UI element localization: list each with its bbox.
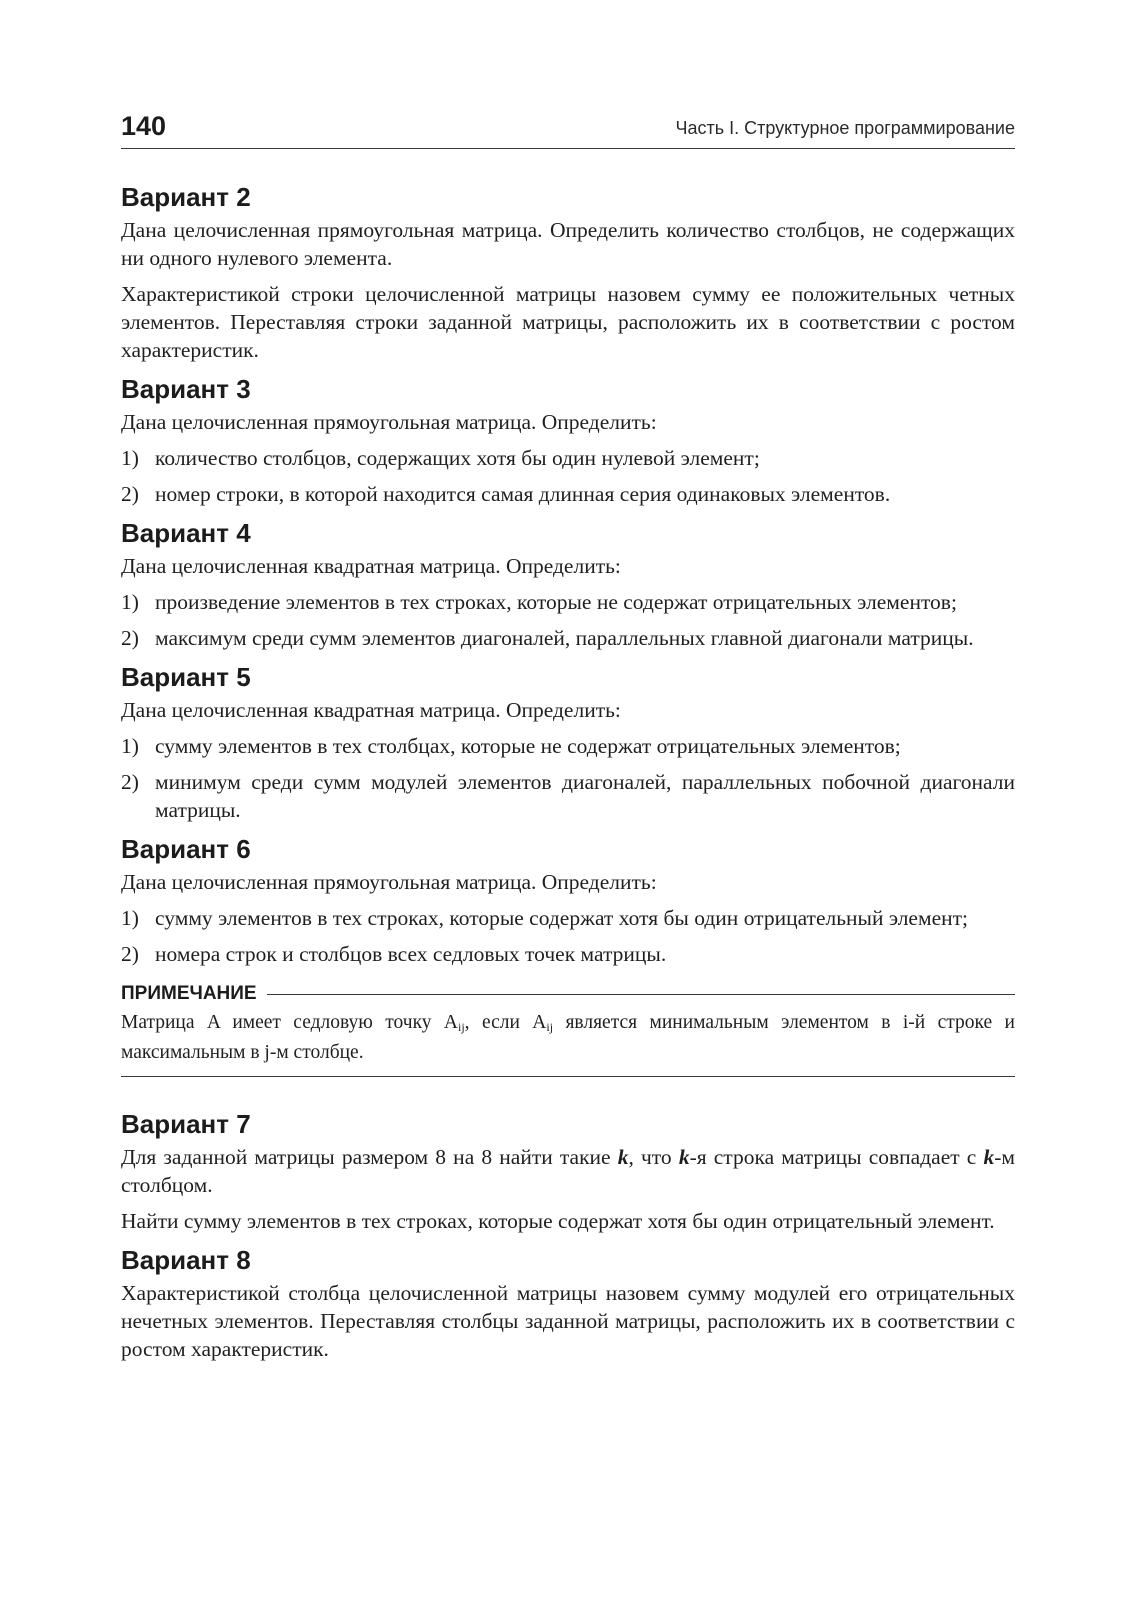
variant-7-paragraph-1 (121, 1143, 1015, 1199)
variant-2-section (121, 180, 1015, 364)
variant-6-intro: Дана целочисленная прямоугольная матрица. Определить: (121, 870, 657, 894)
list-item-text: номер строки, в которой находится самая длинная серия одинаковых элементов. (155, 482, 891, 506)
variant-6-title: Вариант 6 (121, 834, 251, 864)
variant-4-section (121, 516, 1015, 652)
variant-4-intro: Дана целочисленная квадратная матрица. Определить: (121, 554, 621, 578)
variant-8-title: Вариант 8 (121, 1245, 251, 1275)
page-number: 140 (121, 111, 167, 141)
variant-7-paragraph-2: Найти сумму элементов в тех строках, которые содержат хотя бы один отрицательный элемент. (121, 1209, 995, 1233)
variant-3-intro: Дана целочисленная прямоугольная матрица. Определить: (121, 410, 657, 434)
variant-7-text-b: , что (628, 1145, 679, 1169)
variable-k: k (678, 1145, 690, 1169)
variant-7-text-c: -я строка матрицы совпадает с (689, 1145, 984, 1169)
list-item (121, 588, 1015, 616)
variable-k: k (617, 1145, 629, 1169)
note-label: ПРИМЕЧАНИЕ (121, 983, 257, 1004)
list-item-number: 1) (121, 734, 139, 758)
note-subscript-1: ij (458, 1020, 465, 1034)
list-item (121, 904, 1015, 932)
note-subscript-2: ij (546, 1020, 554, 1034)
variant-7-title: Вариант 7 (121, 1109, 251, 1139)
list-item-text: произведение элементов в тех строках, которые не содержат отрицательных элементов; (155, 590, 957, 614)
list-item (121, 940, 1015, 968)
list-item-number: 1) (121, 446, 139, 470)
list-item (121, 444, 1015, 472)
note-rule-divider (267, 994, 1015, 995)
list-item-number: 2) (121, 626, 139, 650)
variant-8-paragraph-1: Характеристикой столбца целочисленной матрицы назовем сумму модулей его отрицательных нечетных элементов. Переставляя столбцы заданной матрицы, расположить их в соответствии с ростом характеристик. (121, 1281, 1015, 1361)
list-item-text: количество столбцов, содержащих хотя бы один нулевой элемент; (155, 446, 760, 470)
list-item-number: 2) (121, 770, 139, 794)
variant-2-paragraph-1: Дана целочисленная прямоугольная матрица. Определить количество столбцов, не содержащих ни одного нулевого элемента. (121, 218, 1015, 270)
variant-5-section (121, 660, 1015, 824)
list-item-text: сумму элементов в тех столбцах, которые не содержат отрицательных элементов; (155, 734, 901, 758)
variant-3-title: Вариант 3 (121, 374, 251, 404)
note-text-part-2: , если A (464, 1012, 547, 1033)
variant-5-title: Вариант 5 (121, 662, 251, 692)
variant-2-paragraph-2: Характеристикой строки целочисленной матрицы назовем сумму ее положительных четных элементов. Переставляя строки заданной матрицы, расположить их в соответствии с ростом характеристик. (121, 282, 1015, 362)
list-item (121, 732, 1015, 760)
variant-2-title: Вариант 2 (121, 182, 251, 212)
variant-7-text-a: Для заданной матрицы размером 8 на 8 найти такие (121, 1145, 618, 1169)
page-content (121, 180, 1015, 1371)
note-block (121, 982, 1015, 1077)
list-item (121, 480, 1015, 508)
page-header (121, 110, 1015, 149)
variant-5-intro: Дана целочисленная квадратная матрица. Определить: (121, 698, 621, 722)
note-text (121, 1010, 1015, 1066)
list-item-number: 1) (121, 590, 139, 614)
list-item-number: 2) (121, 482, 139, 506)
list-item-number: 2) (121, 942, 139, 966)
variant-4-title: Вариант 4 (121, 518, 251, 548)
running-head: Часть I. Структурное программирование (675, 118, 1015, 138)
list-item-text: сумму элементов в тех строках, которые содержат хотя бы один отрицательный элемент; (155, 906, 969, 930)
list-item-text: минимум среди сумм модулей элементов диагоналей, параллельных побочной диагонали матрицы. (155, 770, 1015, 822)
note-text-part-3: является минимальным элементом в i-й строке и максимальным в j-м столбце. (121, 1012, 1015, 1063)
list-item-text: максимум среди сумм элементов диагоналей, параллельных главной диагонали матрицы. (155, 626, 974, 650)
list-item (121, 624, 1015, 652)
variant-8-section (121, 1243, 1015, 1363)
list-item (121, 768, 1015, 824)
variant-7-text-d: -м столбцом. (121, 1145, 1015, 1197)
variant-3-section (121, 372, 1015, 508)
list-item-text: номера строк и столбцов всех седловых точек матрицы. (155, 942, 667, 966)
note-heading (121, 982, 1015, 1006)
variable-k: k (983, 1145, 995, 1169)
note-text-part-1: Матрица A имеет седловую точку A (121, 1012, 458, 1033)
variant-6-section (121, 832, 1015, 968)
variant-7-section (121, 1107, 1015, 1235)
list-item-number: 1) (121, 906, 139, 930)
